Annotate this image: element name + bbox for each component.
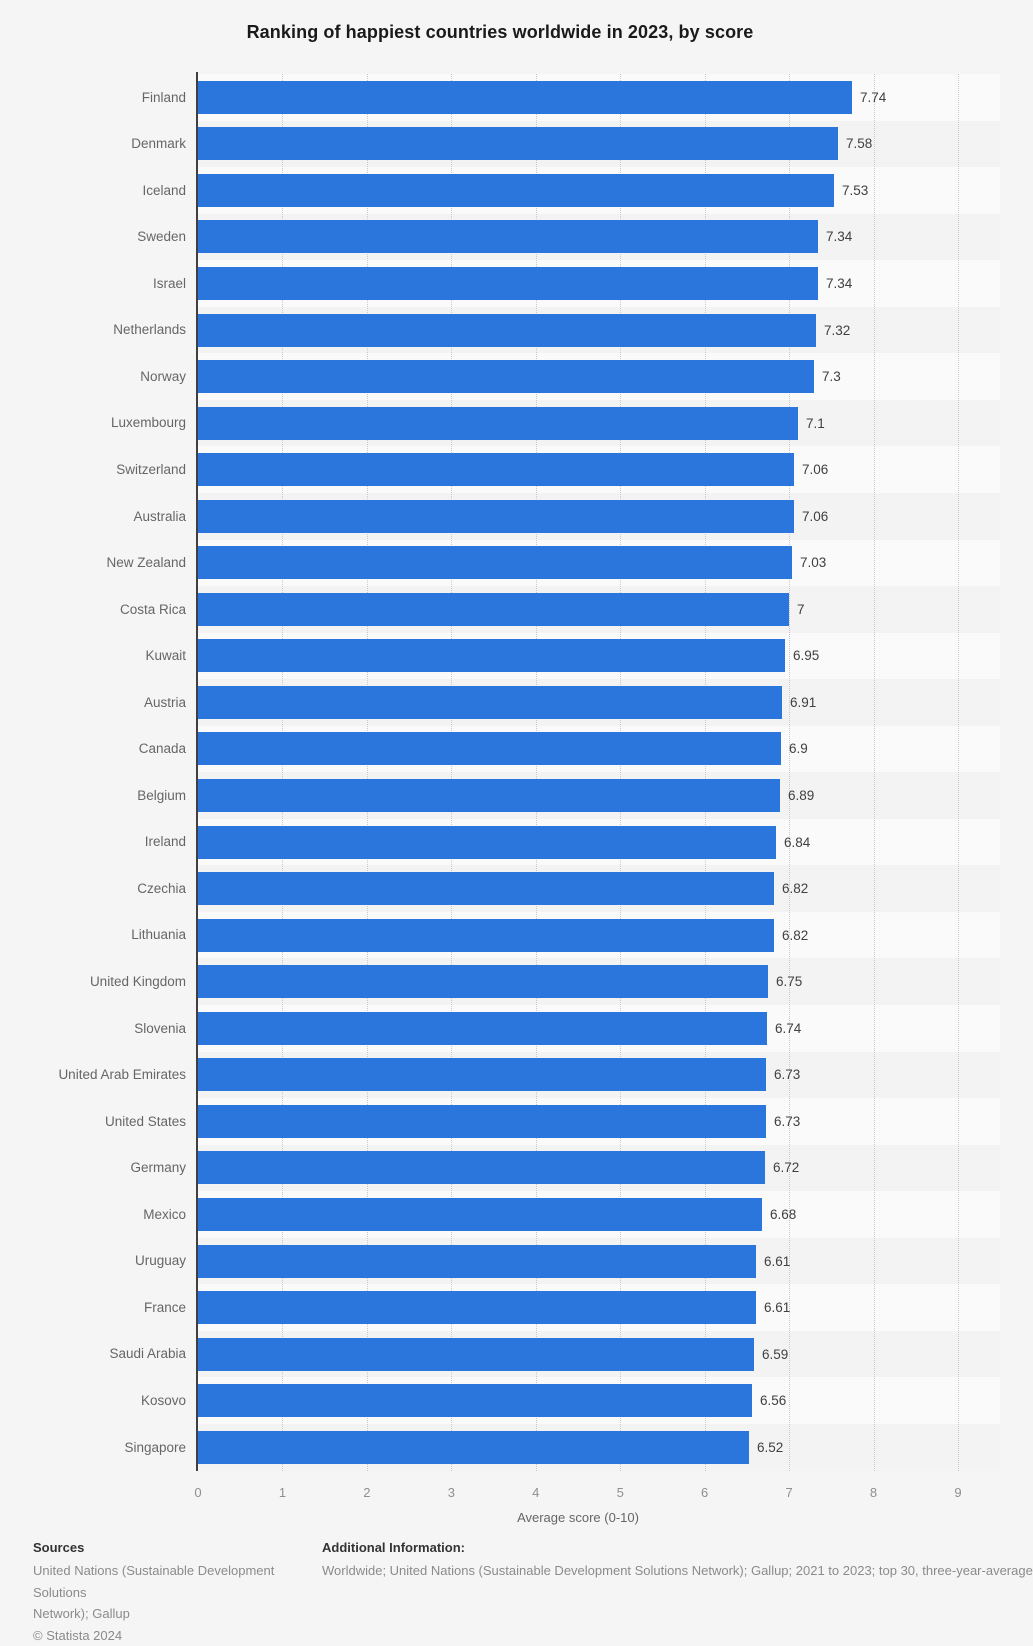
x-tick-label: 5: [590, 1485, 650, 1500]
country-label: Sweden: [0, 214, 186, 260]
chart-title: Ranking of happiest countries worldwide in 2023, by score: [0, 22, 1000, 43]
country-label: Singapore: [0, 1424, 186, 1471]
bar: [198, 314, 816, 347]
bar: [198, 1338, 754, 1371]
country-label: Lithuania: [0, 912, 186, 958]
value-label: 6.9: [789, 732, 808, 765]
country-label: Costa Rica: [0, 586, 186, 633]
bar: [198, 1058, 766, 1091]
value-label: 7: [797, 593, 805, 626]
bar: [198, 1431, 749, 1464]
value-label: 7.06: [802, 500, 828, 533]
value-label: 6.95: [793, 639, 819, 672]
bar: [198, 1105, 766, 1138]
additional-information-heading: Additional Information:: [322, 1538, 1000, 1557]
x-tick-label: 7: [759, 1485, 819, 1500]
bar: [198, 360, 814, 393]
country-label: Slovenia: [0, 1005, 186, 1052]
value-label: 7.1: [806, 407, 825, 440]
country-label: Czechia: [0, 865, 186, 912]
bar: [198, 81, 852, 114]
bar: [198, 779, 780, 812]
bar: [198, 686, 782, 719]
value-label: 6.73: [774, 1058, 800, 1091]
country-label: Switzerland: [0, 446, 186, 493]
bar: [198, 1245, 756, 1278]
value-label: 6.82: [782, 872, 808, 905]
value-label: 6.59: [762, 1338, 788, 1371]
x-axis-label: Average score (0-10): [198, 1510, 958, 1525]
x-tick-label: 1: [252, 1485, 312, 1500]
value-label: 6.72: [773, 1151, 799, 1184]
additional-information-block: [322, 1538, 1000, 1582]
country-label: United Arab Emirates: [0, 1052, 186, 1098]
value-label: 7.03: [800, 546, 826, 579]
sources-text-line-1: United Nations (Sustainable Development Solutions: [33, 1560, 325, 1603]
bar: [198, 500, 794, 533]
value-label: 7.34: [826, 267, 852, 300]
x-tick-label: 6: [675, 1485, 735, 1500]
value-label: 6.75: [776, 965, 802, 998]
value-label: 7.32: [824, 314, 850, 347]
country-label: Ireland: [0, 819, 186, 865]
gridline: [958, 74, 959, 1471]
x-tick-label: 2: [337, 1485, 397, 1500]
country-label: Norway: [0, 353, 186, 400]
bar: [198, 1151, 765, 1184]
bar: [198, 407, 798, 440]
country-label: United States: [0, 1098, 186, 1145]
bar: [198, 639, 785, 672]
country-label: Finland: [0, 74, 186, 121]
country-label: Kosovo: [0, 1377, 186, 1424]
country-label: Germany: [0, 1145, 186, 1191]
country-label: Israel: [0, 260, 186, 307]
value-label: 7.74: [860, 81, 886, 114]
sources-text-line-2: Network); Gallup: [33, 1603, 325, 1625]
bar: [198, 732, 781, 765]
value-label: 6.52: [757, 1431, 783, 1464]
value-label: 7.34: [826, 220, 852, 253]
value-label: 6.61: [764, 1245, 790, 1278]
value-label: 7.53: [842, 174, 868, 207]
bar: [198, 919, 774, 952]
x-tick-label: 3: [421, 1485, 481, 1500]
bar: [198, 1012, 767, 1045]
value-label: 6.61: [764, 1291, 790, 1324]
gridline: [874, 74, 875, 1471]
country-label: Austria: [0, 679, 186, 726]
value-label: 6.91: [790, 686, 816, 719]
country-label: Kuwait: [0, 633, 186, 679]
bar: [198, 546, 792, 579]
country-label: Iceland: [0, 167, 186, 214]
additional-information-text: Worldwide; United Nations (Sustainable Development Solutions Network); Gallup; 2021 to 2023; top 30, three-year-average: [322, 1560, 1000, 1582]
bar: [198, 826, 776, 859]
value-label: 7.06: [802, 453, 828, 486]
sources-heading: Sources: [33, 1538, 325, 1557]
bar: [198, 267, 818, 300]
value-label: 7.3: [822, 360, 841, 393]
x-tick-label: 0: [168, 1485, 228, 1500]
bar: [198, 174, 834, 207]
bar: [198, 1291, 756, 1324]
bar: [198, 1384, 752, 1417]
bar: [198, 965, 768, 998]
country-label: Saudi Arabia: [0, 1331, 186, 1377]
bar: [198, 1198, 762, 1231]
value-label: 6.68: [770, 1198, 796, 1231]
bar: [198, 453, 794, 486]
country-label: Australia: [0, 493, 186, 540]
country-label: Mexico: [0, 1191, 186, 1238]
country-label: Belgium: [0, 772, 186, 819]
country-label: Denmark: [0, 121, 186, 167]
country-label: New Zealand: [0, 540, 186, 586]
x-tick-label: 8: [844, 1485, 904, 1500]
country-label: Canada: [0, 726, 186, 772]
value-label: 6.84: [784, 826, 810, 859]
bar: [198, 872, 774, 905]
bar: [198, 220, 818, 253]
value-label: 6.56: [760, 1384, 786, 1417]
x-tick-label: 9: [928, 1485, 988, 1500]
bar: [198, 127, 838, 160]
bar: [198, 593, 789, 626]
country-label: Luxembourg: [0, 400, 186, 446]
country-label: United Kingdom: [0, 958, 186, 1005]
sources-block: [33, 1538, 325, 1646]
country-label: Netherlands: [0, 307, 186, 353]
country-label: Uruguay: [0, 1238, 186, 1284]
value-label: 7.58: [846, 127, 872, 160]
value-label: 6.82: [782, 919, 808, 952]
value-label: 6.73: [774, 1105, 800, 1138]
x-tick-label: 4: [506, 1485, 566, 1500]
value-label: 6.89: [788, 779, 814, 812]
country-label: France: [0, 1284, 186, 1331]
copyright-notice: © Statista 2024: [33, 1625, 325, 1646]
value-label: 6.74: [775, 1012, 801, 1045]
